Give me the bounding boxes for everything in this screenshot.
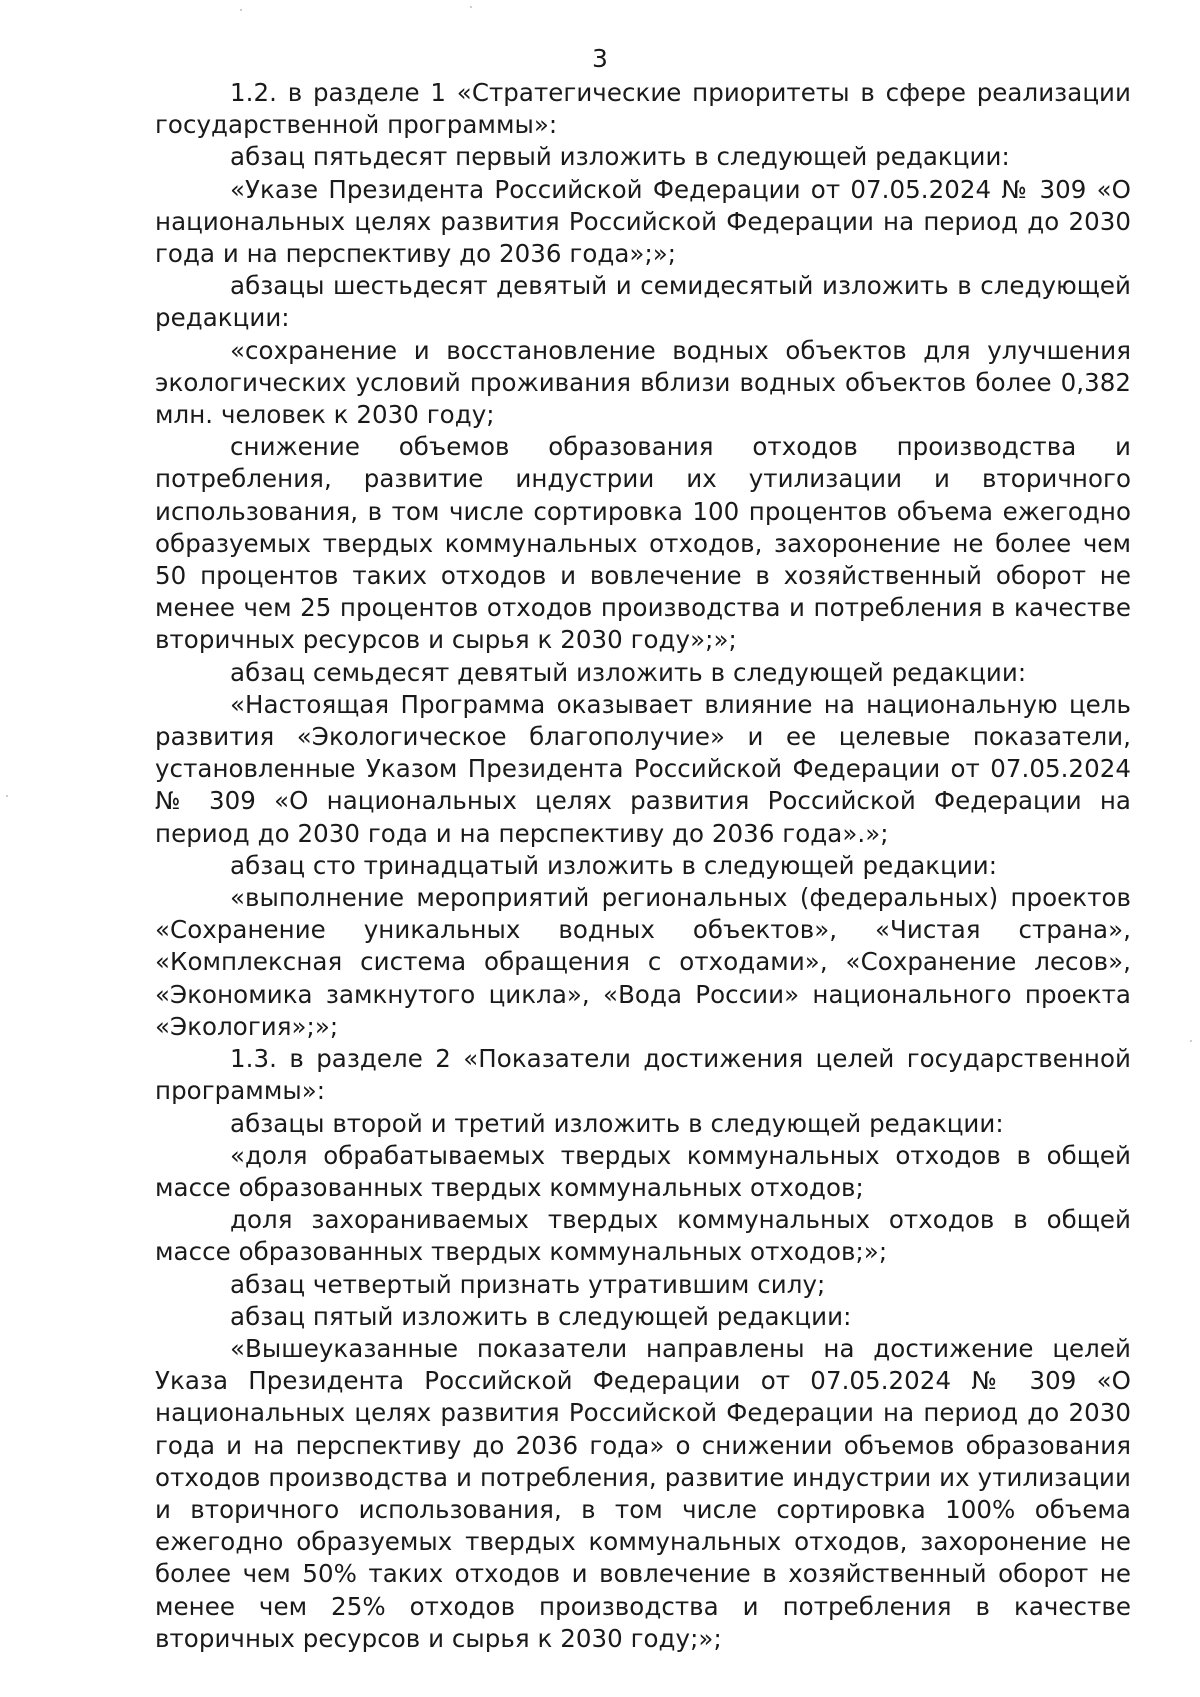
instruction-paragraph-5: абзац пятый изложить в следующей редакции: [230, 1301, 852, 1331]
quoted-text-water-objects: «сохранение и восстановление водных объектов для улучшения экологических условий проживания вблизи водных объектов более 0,382 млн. человек к 2030 году; [155, 335, 1131, 430]
instruction-paragraph-4: абзац четвертый признать утратившим силу; [230, 1269, 826, 1299]
quoted-text-projects: «выполнение мероприятий региональных (федеральных) проектов «Сохранение уникальных водных объектов», «Чистая страна», «Комплексная система обращения с отходами», «Сохранение лесов», «Экономика замкнутого цикла», «Вода России» национального проекта «Экология»;»; [155, 883, 1131, 1041]
scan-speck [240, 9, 242, 11]
quoted-text-ukaz: «Указе Президента Российской Федерации от 07.05.2024 № 309 «О национальных целях развития Российской Федерации на период до 2030 года и на перспективу до 2036 года»;»; [155, 174, 1131, 269]
quoted-text-processed-share: «доля обрабатываемых твердых коммунальных отходов в общей массе образованных твердых коммунальных отходов; [155, 1140, 1131, 1202]
quoted-text-buried-share: доля захораниваемых твердых коммунальных отходов в общей массе образованных твердых коммунальных отходов;»; [155, 1205, 1131, 1267]
scan-speck [6, 795, 8, 797]
instruction-paragraph-79: абзац семьдесят девятый изложить в следующей редакции: [230, 657, 1027, 687]
instruction-paragraph-51: абзац пятьдесят первый изложить в следующей редакции: [230, 142, 1010, 172]
page-number: 3 [592, 44, 608, 73]
quoted-text-indicators: «Вышеуказанные показатели направлены на достижение целей Указа Президента Российской Федерации от 07.05.2024 № 309 «О национальных целях развития Российской Федерации на период до 2030 года и на перспективу до 2036 года» о снижении объемов образования отходов производства и потребления, развитие индустрии их утилизации и вторичного использования, в том числе сортировка 100% объема ежегодно образуемых твердых коммунальных отходов, захоронение не более чем 50% таких отходов и вовлечение в хозяйственный оборот не менее чем 25% отходов производства и потребления в качестве вторичных ресурсов и сырья к 2030 году;»; [155, 1333, 1131, 1653]
quoted-text-waste-reduction: снижение объемов образования отходов производства и потребления, развитие индустрии их утилизации и вторичного использования, в том числе сортировка 100 процентов объема ежегодно образуемых твердых коммунальных отходов, захоронение не более чем 50 процентов таких отходов и вовлечение в хозяйственный оборот не менее чем 25 процентов отходов производства и потребления в качестве вторичных ресурсов и сырья к 2030 году»;»; [155, 432, 1131, 655]
section-1-2-heading: 1.2. в разделе 1 «Стратегические приоритеты в сфере реализации государственной программы»: [155, 78, 1131, 140]
instruction-paragraphs-2-3: абзацы второй и третий изложить в следующей редакции: [230, 1108, 1004, 1138]
document-body [155, 77, 1131, 1655]
scan-speck [470, 6, 472, 8]
section-1-3-heading: 1.3. в разделе 2 «Показатели достижения целей государственной программы»: [155, 1044, 1131, 1106]
scan-speck [1190, 1040, 1192, 1042]
quoted-text-program-influence: «Настоящая Программа оказывает влияние на национальную цель развития «Экологическое благополучие» и ее целевые показатели, установленные Указом Президента Российской Федерации от 07.05.2024 № 309 «О национальных целях развития Российской Федерации на период до 2030 года и на перспективу до 2036 года».»; [155, 689, 1131, 848]
instruction-paragraph-113: абзац сто тринадцатый изложить в следующей редакции: [230, 850, 998, 880]
instruction-paragraphs-69-70: абзацы шестьдесят девятый и семидесятый изложить в следующей редакции: [155, 271, 1131, 333]
